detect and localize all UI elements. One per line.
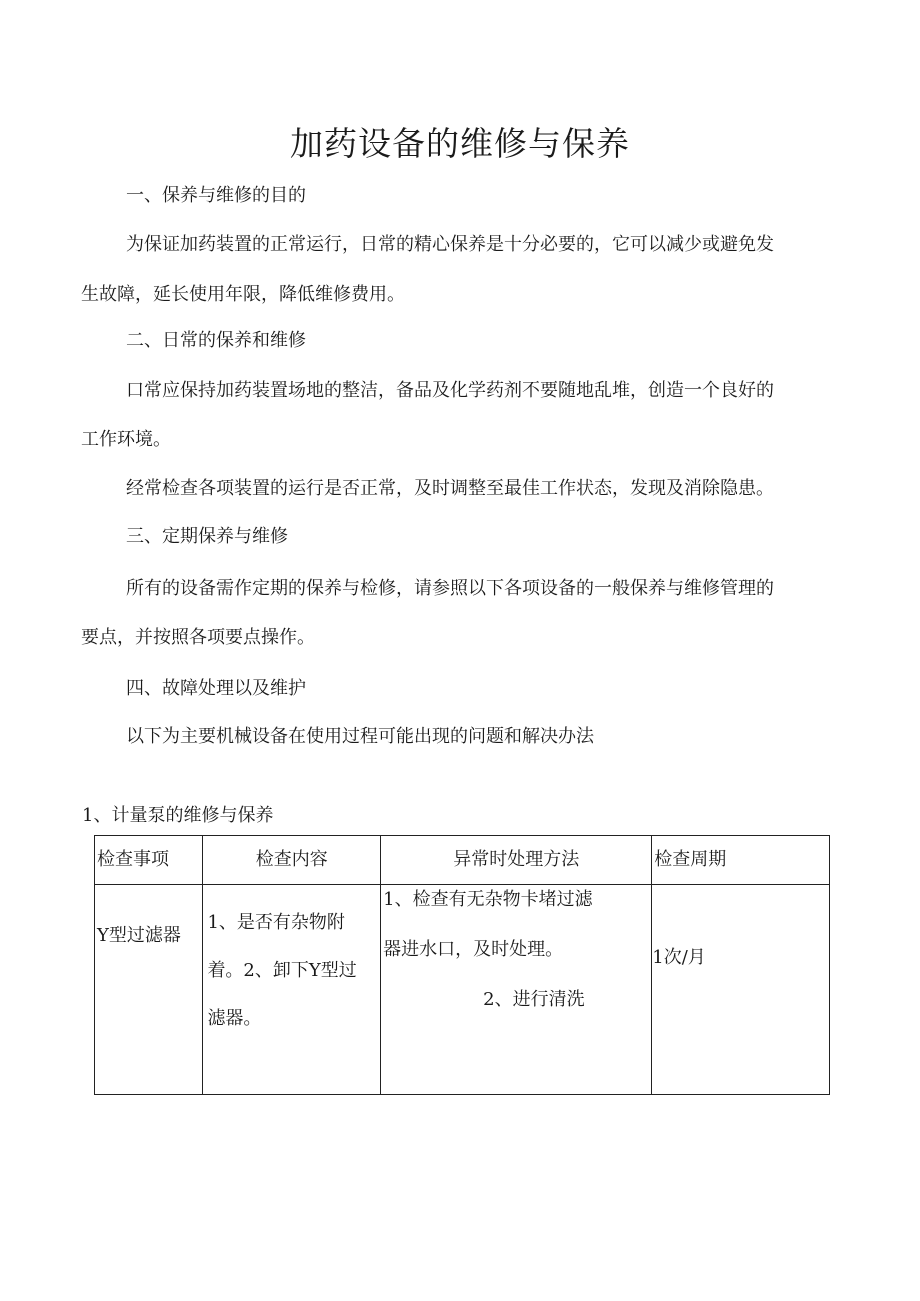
- table-cell-content: [203, 885, 381, 1095]
- section-2-paragraph-line: 口常应保持加药装置场地的整洁，备品及化学药剂不要随地乱堆，创造一个良好的: [126, 380, 774, 401]
- table-row: [95, 885, 830, 1095]
- table-header-cell: 异常时处理方法: [381, 836, 652, 885]
- table-cell-period: [652, 885, 830, 1095]
- section-heading-2: 二、日常的保养和维修: [126, 330, 306, 351]
- method-line: 器进水口，及时处理。: [383, 939, 564, 960]
- section-2-paragraph-line: 工作环境。: [81, 429, 171, 450]
- maintenance-table: [94, 835, 830, 1095]
- section-heading-3: 三、定期保养与维修: [126, 526, 288, 547]
- table-header-row: [95, 836, 830, 885]
- section-4-paragraph-line: 以下为主要机械设备在使用过程可能出现的问题和解决办法: [126, 726, 594, 747]
- table-caption: 1、计量泵的维修与保养: [82, 805, 274, 826]
- table-header-cell: 检查事项: [95, 836, 203, 885]
- table-header-cell: 检查周期: [652, 836, 830, 885]
- section-3-paragraph-line: 要点，并按照各项要点操作。: [81, 627, 315, 648]
- method-line: 1、检查有无杂物卡堵过滤: [383, 889, 593, 910]
- content-text: 1、是否有杂物附着。2、卸下Y型过滤器。: [207, 912, 357, 1029]
- section-3-paragraph-line: 所有的设备需作定期的保养与检修，请参照以下各项设备的一般保养与维修管理的: [126, 578, 774, 599]
- document-title: 加药设备的维修与保养: [290, 124, 630, 163]
- section-1-paragraph-line: 为保证加药装置的正常运行，日常的精心保养是十分必要的，它可以减少或避免发: [126, 234, 774, 255]
- section-heading-1: 一、保养与维修的目的: [126, 185, 306, 206]
- section-2-paragraph-line: 经常检查各项装置的运行是否正常，及时调整至最佳工作状态，发现及消除隐患。: [126, 478, 774, 499]
- item-text: Y型过滤器: [97, 925, 181, 946]
- table-cell-item: [95, 885, 203, 1095]
- table-header-cell: 检查内容: [203, 836, 381, 885]
- section-heading-4: 四、故障处理以及维护: [126, 678, 306, 699]
- section-1-paragraph-line: 生故障，延长使用年限，降低维修费用。: [81, 284, 405, 305]
- period-text: 1次/月: [652, 947, 706, 968]
- table-cell-method: [381, 885, 652, 1095]
- method-line: 2、进行清洗: [483, 989, 585, 1010]
